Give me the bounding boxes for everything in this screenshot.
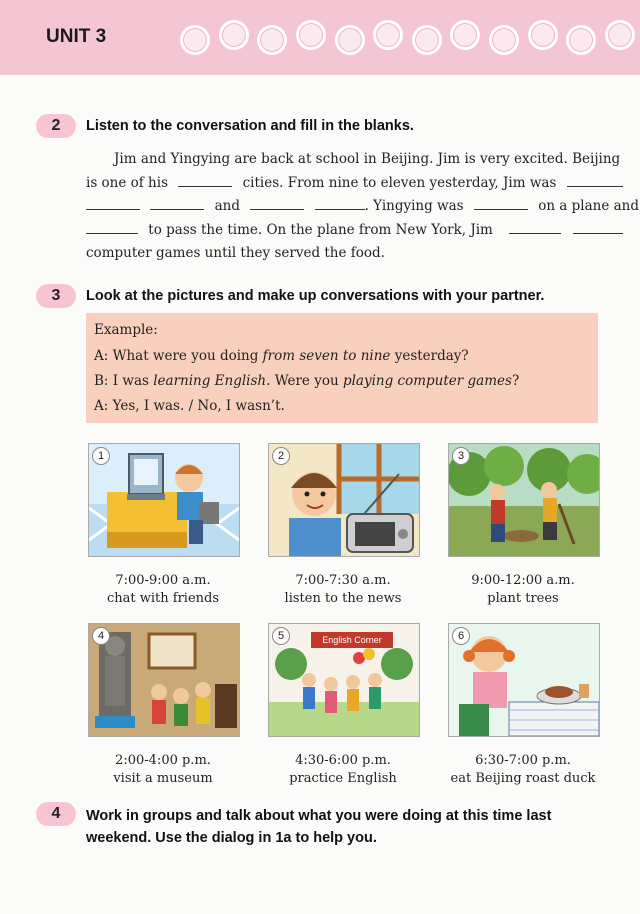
text-segment: is one of his (86, 174, 168, 191)
example-line-b (94, 373, 519, 389)
blank-field[interactable] (567, 172, 623, 187)
picture-3 (448, 443, 600, 557)
fill-in-paragraph (86, 148, 640, 266)
picture-2 (268, 443, 420, 557)
blank-field[interactable] (573, 219, 623, 234)
text-segment: yesterday? (390, 348, 469, 364)
caption-time: 7:00-9:00 a.m. (115, 573, 211, 588)
section-4-title: Work in groups and talk about what you were doing at this time last weekend. Use the dialog in 1a to help you. (86, 808, 552, 846)
text-segment: ? (511, 373, 520, 389)
picture-number: 4 (92, 627, 110, 645)
ring-icon (605, 20, 635, 50)
picture-4 (88, 623, 240, 737)
para-line-5: computer games until they served the food. (86, 245, 385, 261)
caption-activity: chat with friends (106, 591, 220, 606)
ring-icon (566, 25, 596, 55)
para-line-1: Jim and Yingying are back at school in Beijing. Jim is very excited. Beijing (114, 151, 621, 167)
section-2-title: Listen to the conversation and fill in the blanks. (86, 118, 414, 134)
text-segment: cities. From nine to eleven yesterday, Jim was (242, 174, 557, 191)
caption-time: 7:00-7:30 a.m. (295, 573, 391, 588)
para-line-4 (86, 219, 598, 243)
ring-icon (450, 20, 480, 50)
unit-header-band (0, 0, 640, 75)
caption-time: 2:00-4:00 p.m. (115, 753, 211, 768)
para-line-2 (86, 172, 598, 196)
text-segment-italic: playing computer games (342, 373, 512, 389)
para-line-3 (86, 195, 640, 219)
text-segment: on a plane and (538, 198, 640, 214)
blank-field[interactable] (315, 195, 365, 210)
ring-icon (335, 25, 365, 55)
caption-activity: plant trees (487, 591, 559, 606)
ring-icon (180, 25, 210, 55)
ring-icon (528, 20, 558, 50)
blank-field[interactable] (86, 195, 140, 210)
ring-icon (489, 25, 519, 55)
blank-field[interactable] (178, 172, 232, 187)
ring-icon (412, 25, 442, 55)
caption-activity: eat Beijing roast duck (450, 771, 596, 786)
ring-icon (296, 20, 326, 50)
caption-time: 4:30-6:00 p.m. (295, 753, 391, 768)
ring-icon (219, 20, 249, 50)
example-box (86, 313, 598, 423)
blank-field[interactable] (509, 219, 561, 234)
boy-at-computer-illustration (89, 444, 239, 556)
boy-listening-radio-illustration (269, 444, 419, 556)
caption-2 (258, 572, 428, 608)
text-segment: . Yingying was (364, 198, 464, 214)
ring-icon (257, 25, 287, 55)
picture-number: 1 (92, 447, 110, 465)
caption-6 (438, 752, 608, 788)
caption-3 (438, 572, 608, 608)
blank-field[interactable] (250, 195, 304, 210)
ring-icon (373, 20, 403, 50)
picture-5 (268, 623, 420, 737)
picture-number: 5 (272, 627, 290, 645)
blank-field[interactable] (86, 219, 138, 234)
picture-6 (448, 623, 600, 737)
picture-number: 2 (272, 447, 290, 465)
caption-activity: listen to the news (284, 591, 402, 606)
text-segment: B: I was (94, 373, 154, 389)
museum-visit-illustration (89, 624, 239, 736)
section-number-2: 2 (36, 114, 76, 138)
section-number-3: 3 (36, 284, 76, 308)
caption-1 (78, 572, 248, 608)
text-segment: . Were you (266, 373, 343, 389)
picture-number: 3 (452, 447, 470, 465)
caption-4 (78, 752, 248, 788)
blank-field[interactable] (474, 195, 528, 210)
picture-1 (88, 443, 240, 557)
picture-number: 6 (452, 627, 470, 645)
caption-5 (258, 752, 428, 788)
unit-label: UNIT 3 (46, 26, 107, 47)
text-segment-italic: learning English (153, 373, 267, 389)
text-segment-italic: from seven to nine (262, 348, 391, 364)
example-label: Example: (94, 322, 158, 338)
text-segment: to pass the time. On the plane from New York, Jim (148, 221, 493, 238)
example-line-a2: A: Yes, I was. / No, I wasn’t. (94, 398, 285, 414)
blank-field[interactable] (150, 195, 204, 210)
caption-time: 9:00-12:00 a.m. (471, 573, 575, 588)
people-planting-trees-illustration (449, 444, 599, 556)
caption-activity: visit a museum (113, 771, 213, 786)
girl-eating-roast-duck-illustration (449, 624, 599, 736)
text-segment: A: What were you doing (94, 348, 263, 364)
section-3-title: Look at the pictures and make up conversations with your partner. (86, 288, 545, 304)
section-number-4: 4 (36, 802, 76, 826)
caption-time: 6:30-7:00 p.m. (475, 753, 571, 768)
example-line-a1 (94, 348, 469, 364)
decorative-rings (180, 22, 635, 58)
caption-activity: practice English (289, 771, 397, 786)
english-corner-sign: English Corner (311, 632, 393, 648)
text-segment: and (214, 198, 240, 214)
